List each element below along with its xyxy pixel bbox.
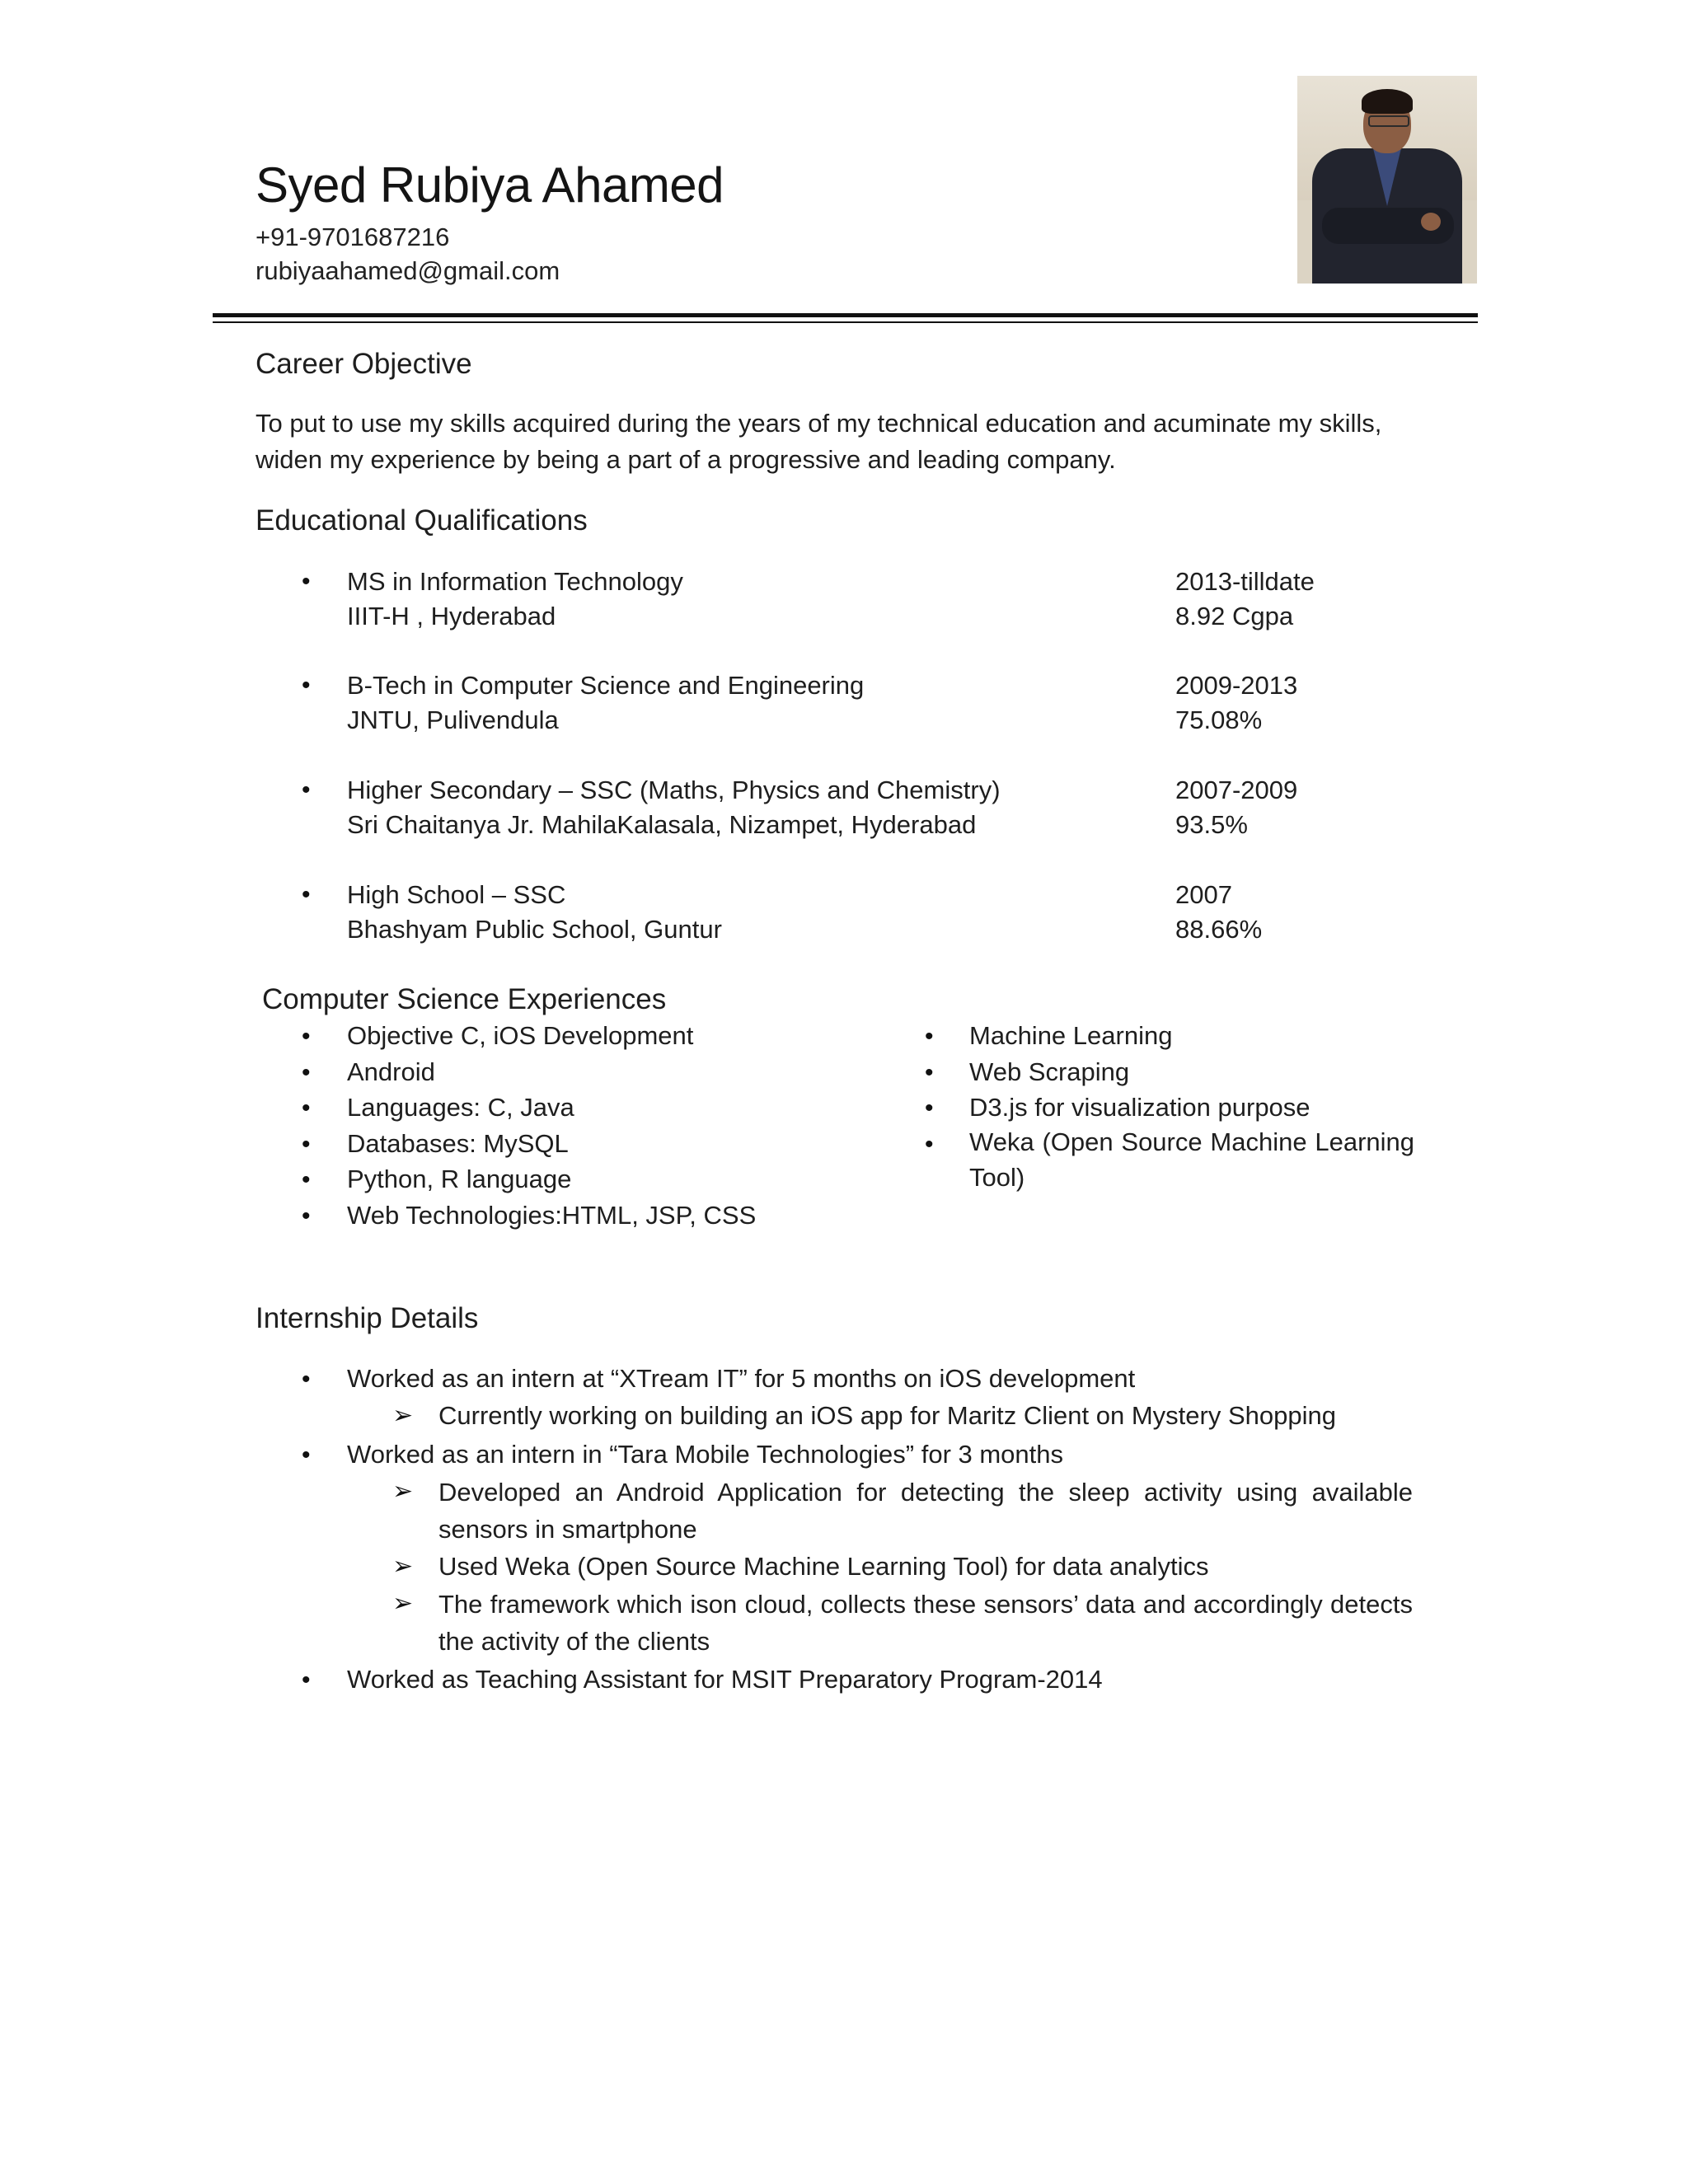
education-score: 88.66% [1175,915,1263,944]
bullet-icon: • [302,568,311,595]
internship-item: Worked as Teaching Assistant for MSIT Preparatory Program-2014 [347,1665,1103,1694]
experience-skill: D3.js for visualization purpose [969,1093,1311,1122]
experience-skill: Machine Learning [969,1021,1173,1050]
experience-skill: Databases: MySQL [347,1129,569,1158]
education-heading: Educational Qualifications [256,504,588,537]
experience-skill: Web Technologies:HTML, JSP, CSS [347,1201,757,1230]
bullet-icon: • [302,1666,311,1694]
career-objective-text: To put to use my skills acquired during the years of my technical education and acuminate my skills, widen my experience by being a part of a progressive and leading company. [256,409,1382,474]
bullet-icon: • [302,1131,311,1158]
experience-skill: Objective C, iOS Development [347,1021,694,1050]
phone-number: +91-9701687216 [256,223,450,251]
bullet-icon: • [302,1023,311,1050]
education-years: 2009-2013 [1175,671,1298,700]
education-institution: Bhashyam Public School, Guntur [347,915,722,944]
internship-heading: Internship Details [256,1302,479,1334]
education-institution: JNTU, Pulivendula [347,705,559,734]
bullet-icon: • [302,1441,311,1469]
internship-subitem: The framework which ison cloud, collects these sensors’ data and accordingly detects the activity of the clients [438,1590,1413,1656]
arrow-bullet-icon: ➢ [392,1553,414,1580]
education-degree: MS in Information Technology [347,567,683,596]
arrow-bullet-icon: ➢ [392,1590,414,1617]
education-degree: Higher Secondary – SSC (Maths, Physics and Chemistry) [347,776,1001,804]
internship-subitem: Developed an Android Application for detecting the sleep activity using available sensors in smartphone [438,1478,1413,1544]
experience-skill: Weka (Open Source Machine Learning Tool) [969,1127,1414,1192]
internship-item: Worked as an intern at “XTream IT” for 5 months on iOS development [347,1364,1136,1393]
experience-skill: Web Scraping [969,1057,1130,1086]
bullet-icon: • [302,1094,311,1122]
bullet-icon: • [925,1059,934,1086]
header-divider-thin [213,321,1478,323]
candidate-name: Syed Rubiya Ahamed [256,157,724,213]
bullet-icon: • [302,881,311,908]
career-objective-heading: Career Objective [256,348,472,380]
bullet-icon: • [925,1094,934,1122]
bullet-icon: • [302,1166,311,1193]
bullet-icon: • [925,1023,934,1050]
education-degree: B-Tech in Computer Science and Engineering [347,671,865,700]
experience-heading: Computer Science Experiences [262,983,667,1015]
education-institution: IIIT-H , Hyderabad [347,602,556,630]
education-years: 2007 [1175,880,1232,909]
education-institution: Sri Chaitanya Jr. MahilaKalasala, Nizampet, Hyderabad [347,810,977,839]
experience-skill: Python, R language [347,1165,572,1193]
education-score: 75.08% [1175,705,1263,734]
internship-subitem: Used Weka (Open Source Machine Learning Tool) for data analytics [438,1552,1209,1581]
experience-skill: Android [347,1057,435,1086]
education-years: 2007-2009 [1175,776,1298,804]
bullet-icon: • [302,1366,311,1393]
bullet-icon: • [302,1202,311,1230]
education-score: 93.5% [1175,810,1248,839]
education-score: 8.92 Cgpa [1175,602,1294,630]
internship-item: Worked as an intern in “Tara Mobile Technologies” for 3 months [347,1440,1064,1469]
experience-skill: Languages: C, Java [347,1093,574,1122]
bullet-icon: • [925,1131,934,1158]
education-degree: High School – SSC [347,880,566,909]
bullet-icon: • [302,776,311,804]
arrow-bullet-icon: ➢ [392,1478,414,1505]
email-address: rubiyaahamed@gmail.com [256,256,560,285]
internship-subitem: Currently working on building an iOS app for Maritz Client on Mystery Shopping [438,1401,1336,1430]
profile-photo [1297,76,1477,284]
arrow-bullet-icon: ➢ [392,1402,414,1429]
header-divider-thick [213,313,1478,317]
bullet-icon: • [302,672,311,699]
bullet-icon: • [302,1059,311,1086]
education-years: 2013-tilldate [1175,567,1315,596]
